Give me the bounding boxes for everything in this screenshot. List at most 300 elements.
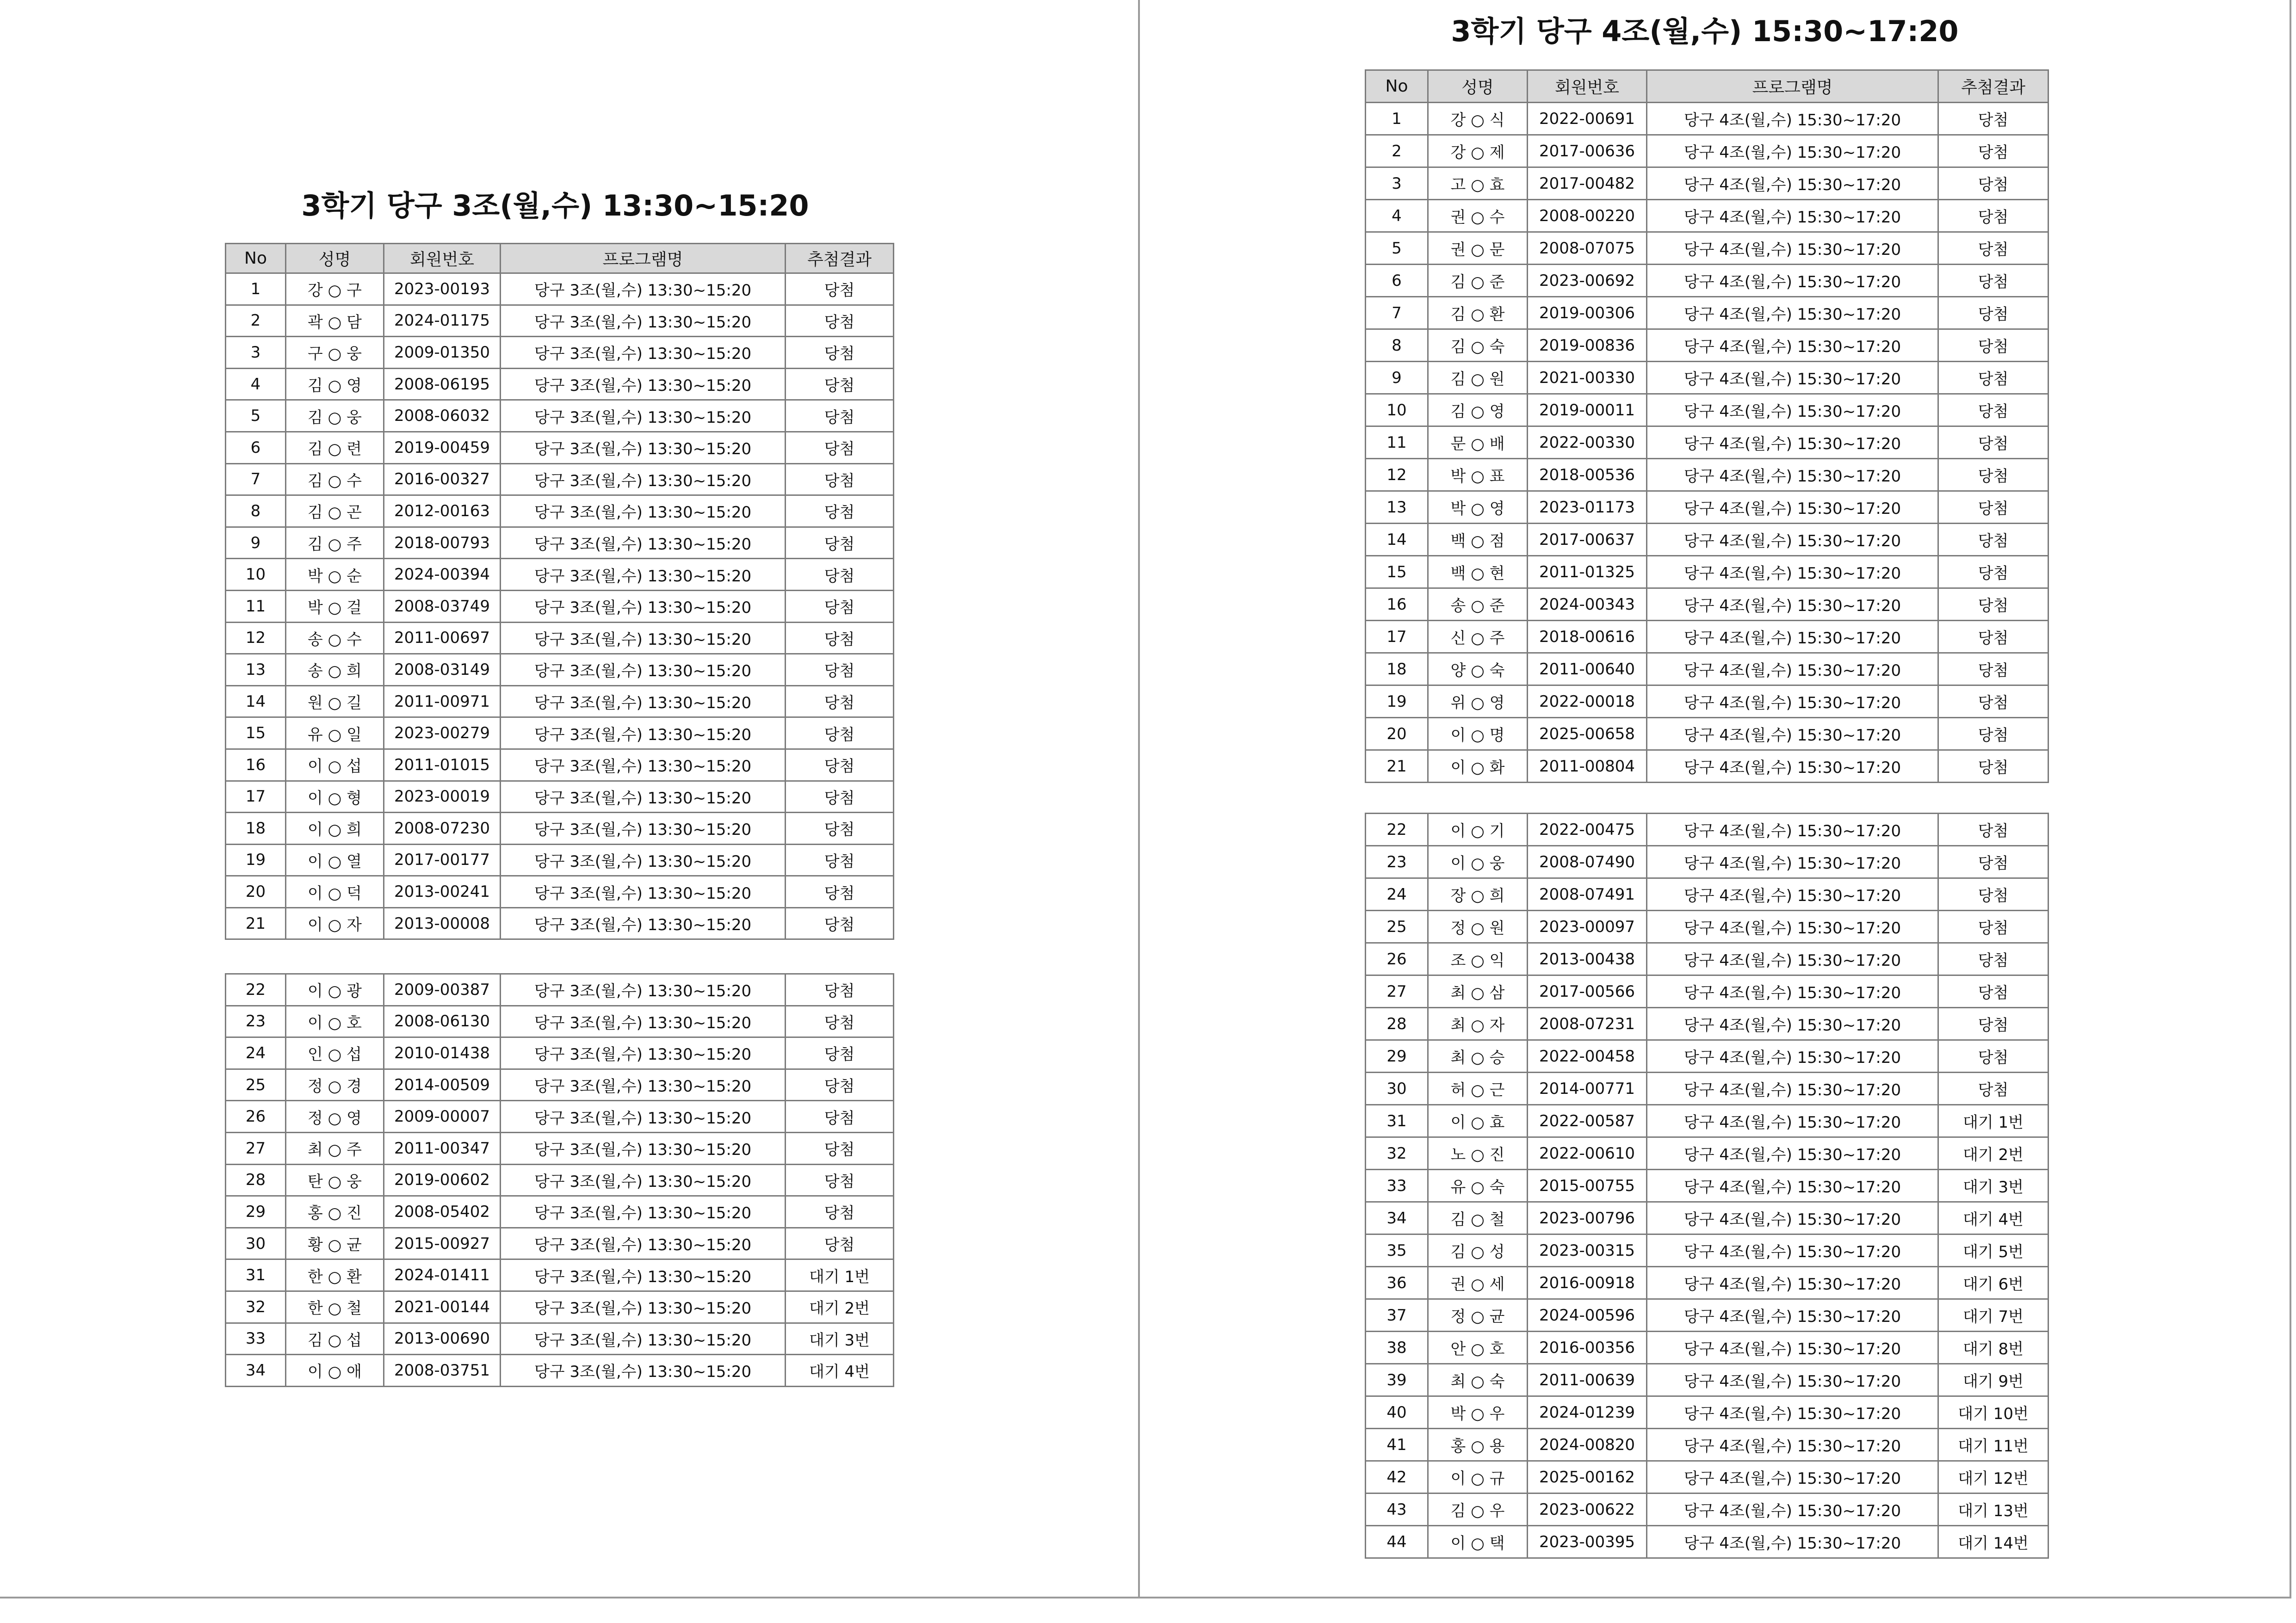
member-id: 2008-03149 bbox=[384, 654, 501, 686]
member-name: 김 ○ 우 bbox=[1428, 1493, 1528, 1526]
row-number: 16 bbox=[226, 749, 286, 781]
row-number: 28 bbox=[226, 1164, 286, 1196]
row-number: 36 bbox=[1366, 1267, 1428, 1299]
table-row bbox=[1366, 135, 2048, 167]
row-number: 33 bbox=[1366, 1170, 1428, 1202]
row-number: 18 bbox=[1366, 653, 1428, 685]
draw-result: 당첨 bbox=[1938, 297, 2048, 329]
table-row bbox=[226, 813, 894, 845]
program-name: 당구 3조(월,수) 13:30~15:20 bbox=[501, 813, 786, 845]
table-row bbox=[226, 495, 894, 527]
row-number: 19 bbox=[226, 844, 286, 876]
table-row bbox=[1366, 362, 2048, 394]
draw-result: 당첨 bbox=[786, 1101, 894, 1133]
draw-result: 대기 3번 bbox=[1938, 1170, 2048, 1202]
draw-result: 당첨 bbox=[1938, 167, 2048, 200]
table-row bbox=[226, 463, 894, 495]
table-row bbox=[226, 717, 894, 749]
row-number: 9 bbox=[226, 527, 286, 559]
program-name: 당구 4조(월,수) 15:30~17:20 bbox=[1647, 1332, 1938, 1364]
row-number: 3 bbox=[226, 337, 286, 369]
program-name: 당구 4조(월,수) 15:30~17:20 bbox=[1647, 1493, 1938, 1526]
row-number: 7 bbox=[1366, 297, 1428, 329]
row-number: 31 bbox=[226, 1259, 286, 1291]
draw-result: 대기 13번 bbox=[1938, 1493, 2048, 1526]
program-name: 당구 4조(월,수) 15:30~17:20 bbox=[1647, 426, 1938, 459]
program-name: 당구 3조(월,수) 13:30~15:20 bbox=[501, 749, 786, 781]
row-number: 39 bbox=[1366, 1364, 1428, 1396]
program-name: 당구 4조(월,수) 15:30~17:20 bbox=[1647, 103, 1938, 135]
draw-result: 당첨 bbox=[786, 559, 894, 591]
program-name: 당구 4조(월,수) 15:30~17:20 bbox=[1647, 524, 1938, 556]
member-name: 김 ○ 영 bbox=[1428, 394, 1528, 426]
draw-result: 대기 2번 bbox=[786, 1291, 894, 1323]
table-row bbox=[1366, 1267, 2048, 1299]
row-number: 34 bbox=[1366, 1202, 1428, 1234]
draw-result: 당첨 bbox=[1938, 556, 2048, 588]
draw-result: 대기 3번 bbox=[786, 1323, 894, 1355]
member-id: 2024-01175 bbox=[384, 305, 501, 337]
header-name: 성명 bbox=[286, 244, 384, 273]
draw-result: 대기 1번 bbox=[786, 1259, 894, 1291]
member-id: 2008-05402 bbox=[384, 1196, 501, 1228]
draw-result: 대기 5번 bbox=[1938, 1234, 2048, 1267]
member-name: 송 ○ 희 bbox=[286, 654, 384, 686]
table-row bbox=[226, 1069, 894, 1101]
draw-result: 대기 10번 bbox=[1938, 1396, 2048, 1429]
member-id: 2009-00007 bbox=[384, 1101, 501, 1133]
table-row bbox=[226, 907, 894, 939]
member-name: 강 ○ 구 bbox=[286, 273, 384, 305]
member-id: 2018-00793 bbox=[384, 527, 501, 559]
member-id: 2011-00347 bbox=[384, 1132, 501, 1164]
page-divider bbox=[1138, 0, 1140, 1598]
member-name: 문 ○ 배 bbox=[1428, 426, 1528, 459]
program-name: 당구 4조(월,수) 15:30~17:20 bbox=[1647, 846, 1938, 878]
draw-result: 당첨 bbox=[1938, 718, 2048, 750]
program-name: 당구 3조(월,수) 13:30~15:20 bbox=[501, 1228, 786, 1259]
row-number: 13 bbox=[226, 654, 286, 686]
member-id: 2011-00804 bbox=[1528, 750, 1647, 783]
member-name: 권 ○ 수 bbox=[1428, 200, 1528, 232]
member-name: 김 ○ 련 bbox=[286, 432, 384, 463]
member-name: 이 ○ 섭 bbox=[286, 749, 384, 781]
table-row bbox=[1366, 394, 2048, 426]
member-id: 2009-00387 bbox=[384, 974, 501, 1006]
draw-result: 당첨 bbox=[1938, 685, 2048, 718]
member-id: 2011-00639 bbox=[1528, 1364, 1647, 1396]
member-name: 김 ○ 철 bbox=[1428, 1202, 1528, 1234]
row-number: 21 bbox=[1366, 750, 1428, 783]
member-id: 2023-00193 bbox=[384, 273, 501, 305]
member-id: 2022-00691 bbox=[1528, 103, 1647, 135]
program-name: 당구 3조(월,수) 13:30~15:20 bbox=[501, 368, 786, 400]
member-name: 정 ○ 원 bbox=[1428, 911, 1528, 943]
table-row bbox=[226, 749, 894, 781]
member-id: 2019-00459 bbox=[384, 432, 501, 463]
draw-result: 당첨 bbox=[1938, 911, 2048, 943]
member-name: 이 ○ 화 bbox=[1428, 750, 1528, 783]
table-row bbox=[1366, 1364, 2048, 1396]
program-name: 당구 4조(월,수) 15:30~17:20 bbox=[1647, 1170, 1938, 1202]
member-id: 2011-00697 bbox=[384, 622, 501, 654]
program-name: 당구 4조(월,수) 15:30~17:20 bbox=[1647, 975, 1938, 1008]
member-id: 2015-00927 bbox=[384, 1228, 501, 1259]
member-id: 2013-00241 bbox=[384, 876, 501, 908]
row-number: 29 bbox=[1366, 1040, 1428, 1073]
table-row bbox=[1366, 718, 2048, 750]
table-row bbox=[1366, 1396, 2048, 1429]
row-number: 30 bbox=[226, 1228, 286, 1259]
member-name: 인 ○ 섭 bbox=[286, 1037, 384, 1069]
program-name: 당구 3조(월,수) 13:30~15:20 bbox=[501, 974, 786, 1006]
program-name: 당구 3조(월,수) 13:30~15:20 bbox=[501, 305, 786, 337]
draw-result: 당첨 bbox=[786, 337, 894, 369]
program-name: 당구 4조(월,수) 15:30~17:20 bbox=[1647, 1008, 1938, 1040]
table-row bbox=[1366, 297, 2048, 329]
table-row bbox=[1366, 1170, 2048, 1202]
row-number: 1 bbox=[226, 273, 286, 305]
member-id: 2008-03749 bbox=[384, 590, 501, 622]
draw-result: 당첨 bbox=[1938, 232, 2048, 265]
row-number: 27 bbox=[1366, 975, 1428, 1008]
program-name: 당구 3조(월,수) 13:30~15:20 bbox=[501, 1037, 786, 1069]
table-row bbox=[1366, 911, 2048, 943]
draw-result: 당첨 bbox=[1938, 426, 2048, 459]
program-name: 당구 4조(월,수) 15:30~17:20 bbox=[1647, 814, 1938, 846]
draw-result: 대기 9번 bbox=[1938, 1364, 2048, 1396]
table-row bbox=[1366, 943, 2048, 975]
member-id: 2025-00658 bbox=[1528, 718, 1647, 750]
member-id: 2023-00279 bbox=[384, 717, 501, 749]
member-name: 유 ○ 일 bbox=[286, 717, 384, 749]
member-name: 이 ○ 자 bbox=[286, 907, 384, 939]
program-name: 당구 3조(월,수) 13:30~15:20 bbox=[501, 876, 786, 908]
program-name: 당구 3조(월,수) 13:30~15:20 bbox=[501, 273, 786, 305]
member-name: 이 ○ 애 bbox=[286, 1355, 384, 1387]
member-name: 김 ○ 환 bbox=[1428, 297, 1528, 329]
table-row bbox=[1366, 1202, 2048, 1234]
member-id: 2014-00509 bbox=[384, 1069, 501, 1101]
table-row bbox=[226, 337, 894, 369]
member-id: 2023-00622 bbox=[1528, 1493, 1647, 1526]
row-number: 1 bbox=[1366, 103, 1428, 135]
program-name: 당구 4조(월,수) 15:30~17:20 bbox=[1647, 491, 1938, 524]
member-id: 2009-01350 bbox=[384, 337, 501, 369]
member-id: 2016-00327 bbox=[384, 463, 501, 495]
draw-result: 당첨 bbox=[1938, 103, 2048, 135]
program-name: 당구 3조(월,수) 13:30~15:20 bbox=[501, 1196, 786, 1228]
table-row bbox=[1366, 750, 2048, 783]
member-name: 고 ○ 효 bbox=[1428, 167, 1528, 200]
header-result: 추첨결과 bbox=[786, 244, 894, 273]
program-name: 당구 3조(월,수) 13:30~15:20 bbox=[501, 1323, 786, 1355]
member-id: 2011-00971 bbox=[384, 685, 501, 717]
member-id: 2013-00008 bbox=[384, 907, 501, 939]
table-row bbox=[226, 654, 894, 686]
member-id: 2011-01015 bbox=[384, 749, 501, 781]
row-number: 2 bbox=[1366, 135, 1428, 167]
program-name: 당구 3조(월,수) 13:30~15:20 bbox=[501, 337, 786, 369]
draw-result: 대기 11번 bbox=[1938, 1429, 2048, 1461]
row-number: 24 bbox=[226, 1037, 286, 1069]
draw-result: 당첨 bbox=[1938, 524, 2048, 556]
program-name: 당구 4조(월,수) 15:30~17:20 bbox=[1647, 1073, 1938, 1105]
row-number: 18 bbox=[226, 813, 286, 845]
table-row bbox=[226, 1132, 894, 1164]
member-name: 안 ○ 호 bbox=[1428, 1332, 1528, 1364]
program-name: 당구 4조(월,수) 15:30~17:20 bbox=[1647, 718, 1938, 750]
member-id: 2023-00395 bbox=[1528, 1526, 1647, 1558]
member-id: 2025-00162 bbox=[1528, 1461, 1647, 1493]
program-name: 당구 4조(월,수) 15:30~17:20 bbox=[1647, 265, 1938, 297]
row-number: 15 bbox=[226, 717, 286, 749]
program-name: 당구 3조(월,수) 13:30~15:20 bbox=[501, 717, 786, 749]
program-name: 당구 4조(월,수) 15:30~17:20 bbox=[1647, 588, 1938, 621]
row-number: 14 bbox=[1366, 524, 1428, 556]
row-number: 22 bbox=[1366, 814, 1428, 846]
member-id: 2008-06032 bbox=[384, 400, 501, 432]
row-number: 12 bbox=[226, 622, 286, 654]
row-number: 31 bbox=[1366, 1105, 1428, 1137]
table-row bbox=[1366, 265, 2048, 297]
program-name: 당구 3조(월,수) 13:30~15:20 bbox=[501, 781, 786, 813]
draw-result: 당첨 bbox=[1938, 1073, 2048, 1105]
header-result: 추첨결과 bbox=[1938, 70, 2048, 103]
member-id: 2016-00918 bbox=[1528, 1267, 1647, 1299]
table-row bbox=[1366, 975, 2048, 1008]
member-name: 원 ○ 길 bbox=[286, 685, 384, 717]
member-name: 허 ○ 근 bbox=[1428, 1073, 1528, 1105]
member-id: 2008-07230 bbox=[384, 813, 501, 845]
program-name: 당구 3조(월,수) 13:30~15:20 bbox=[501, 1006, 786, 1037]
member-name: 위 ○ 영 bbox=[1428, 685, 1528, 718]
member-id: 2023-00692 bbox=[1528, 265, 1647, 297]
table-row bbox=[1366, 232, 2048, 265]
table-row bbox=[226, 368, 894, 400]
member-name: 최 ○ 주 bbox=[286, 1132, 384, 1164]
draw-result: 대기 12번 bbox=[1938, 1461, 2048, 1493]
draw-result: 당첨 bbox=[1938, 1008, 2048, 1040]
table-row bbox=[226, 527, 894, 559]
table-row bbox=[1366, 1332, 2048, 1364]
member-name: 조 ○ 익 bbox=[1428, 943, 1528, 975]
header-name: 성명 bbox=[1428, 70, 1528, 103]
table-row bbox=[1366, 685, 2048, 718]
row-number: 41 bbox=[1366, 1429, 1428, 1461]
member-name: 김 ○ 성 bbox=[1428, 1234, 1528, 1267]
right-table-continued bbox=[1365, 813, 2049, 1559]
program-name: 당구 4조(월,수) 15:30~17:20 bbox=[1647, 329, 1938, 362]
program-name: 당구 3조(월,수) 13:30~15:20 bbox=[501, 654, 786, 686]
draw-result: 대기 4번 bbox=[1938, 1202, 2048, 1234]
row-number: 27 bbox=[226, 1132, 286, 1164]
member-name: 최 ○ 자 bbox=[1428, 1008, 1528, 1040]
draw-result: 당첨 bbox=[1938, 491, 2048, 524]
row-number: 25 bbox=[226, 1069, 286, 1101]
draw-result: 당첨 bbox=[786, 781, 894, 813]
draw-result: 당첨 bbox=[786, 432, 894, 463]
header-no: No bbox=[1366, 70, 1428, 103]
row-number: 38 bbox=[1366, 1332, 1428, 1364]
table-row bbox=[1366, 1008, 2048, 1040]
member-name: 황 ○ 균 bbox=[286, 1228, 384, 1259]
row-number: 2 bbox=[226, 305, 286, 337]
draw-result: 당첨 bbox=[786, 495, 894, 527]
member-id: 2021-00144 bbox=[384, 1291, 501, 1323]
program-name: 당구 3조(월,수) 13:30~15:20 bbox=[501, 527, 786, 559]
row-number: 9 bbox=[1366, 362, 1428, 394]
table-row bbox=[1366, 491, 2048, 524]
program-name: 당구 4조(월,수) 15:30~17:20 bbox=[1647, 1396, 1938, 1429]
member-name: 이 ○ 택 bbox=[1428, 1526, 1528, 1558]
program-name: 당구 3조(월,수) 13:30~15:20 bbox=[501, 1259, 786, 1291]
draw-result: 당첨 bbox=[1938, 943, 2048, 975]
program-name: 당구 3조(월,수) 13:30~15:20 bbox=[501, 432, 786, 463]
member-id: 2023-00796 bbox=[1528, 1202, 1647, 1234]
row-number: 23 bbox=[1366, 846, 1428, 878]
member-name: 백 ○ 현 bbox=[1428, 556, 1528, 588]
table-row bbox=[1366, 1040, 2048, 1073]
draw-result: 당첨 bbox=[1938, 846, 2048, 878]
member-id: 2022-00458 bbox=[1528, 1040, 1647, 1073]
table-row bbox=[1366, 653, 2048, 685]
program-name: 당구 3조(월,수) 13:30~15:20 bbox=[501, 844, 786, 876]
member-id: 2023-00097 bbox=[1528, 911, 1647, 943]
member-id: 2008-07490 bbox=[1528, 846, 1647, 878]
row-number: 28 bbox=[1366, 1008, 1428, 1040]
member-name: 박 ○ 걸 bbox=[286, 590, 384, 622]
table-row bbox=[1366, 1526, 2048, 1558]
program-name: 당구 4조(월,수) 15:30~17:20 bbox=[1647, 653, 1938, 685]
table-row bbox=[1366, 1461, 2048, 1493]
right-title: 3학기 당구 4조(월,수) 15:30~17:20 bbox=[1451, 14, 1959, 48]
table-row bbox=[1366, 1105, 2048, 1137]
table-row bbox=[1366, 1299, 2048, 1332]
member-name: 백 ○ 점 bbox=[1428, 524, 1528, 556]
program-name: 당구 3조(월,수) 13:30~15:20 bbox=[501, 1291, 786, 1323]
member-name: 노 ○ 진 bbox=[1428, 1137, 1528, 1170]
row-number: 3 bbox=[1366, 167, 1428, 200]
table-row bbox=[1366, 878, 2048, 911]
member-id: 2024-00820 bbox=[1528, 1429, 1647, 1461]
member-id: 2023-00315 bbox=[1528, 1234, 1647, 1267]
draw-result: 당첨 bbox=[1938, 878, 2048, 911]
member-name: 구 ○ 웅 bbox=[286, 337, 384, 369]
draw-result: 당첨 bbox=[786, 273, 894, 305]
member-name: 김 ○ 섭 bbox=[286, 1323, 384, 1355]
member-name: 한 ○ 환 bbox=[286, 1259, 384, 1291]
member-name: 최 ○ 승 bbox=[1428, 1040, 1528, 1073]
member-name: 김 ○ 숙 bbox=[1428, 329, 1528, 362]
member-name: 이 ○ 웅 bbox=[1428, 846, 1528, 878]
table-row bbox=[226, 432, 894, 463]
member-id: 2017-00637 bbox=[1528, 524, 1647, 556]
member-name: 홍 ○ 진 bbox=[286, 1196, 384, 1228]
draw-result: 당첨 bbox=[786, 1228, 894, 1259]
table-row bbox=[226, 844, 894, 876]
header-program: 프로그램명 bbox=[1647, 70, 1938, 103]
draw-result: 당첨 bbox=[786, 907, 894, 939]
row-number: 20 bbox=[1366, 718, 1428, 750]
member-name: 신 ○ 주 bbox=[1428, 621, 1528, 653]
member-name: 김 ○ 영 bbox=[286, 368, 384, 400]
table-row bbox=[1366, 524, 2048, 556]
draw-result: 당첨 bbox=[786, 654, 894, 686]
member-id: 2023-00019 bbox=[384, 781, 501, 813]
left-title: 3학기 당구 3조(월,수) 13:30~15:20 bbox=[301, 189, 809, 222]
row-number: 17 bbox=[226, 781, 286, 813]
table-row bbox=[226, 400, 894, 432]
table-row bbox=[1366, 1234, 2048, 1267]
row-number: 42 bbox=[1366, 1461, 1428, 1493]
draw-result: 당첨 bbox=[1938, 135, 2048, 167]
draw-result: 당첨 bbox=[786, 813, 894, 845]
table-row bbox=[226, 1006, 894, 1037]
member-id: 2008-00220 bbox=[1528, 200, 1647, 232]
member-name: 김 ○ 웅 bbox=[286, 400, 384, 432]
program-name: 당구 4조(월,수) 15:30~17:20 bbox=[1647, 200, 1938, 232]
program-name: 당구 4조(월,수) 15:30~17:20 bbox=[1647, 135, 1938, 167]
member-id: 2013-00690 bbox=[384, 1323, 501, 1355]
draw-result: 당첨 bbox=[786, 527, 894, 559]
program-name: 당구 4조(월,수) 15:30~17:20 bbox=[1647, 1526, 1938, 1558]
member-id: 2017-00636 bbox=[1528, 135, 1647, 167]
program-name: 당구 3조(월,수) 13:30~15:20 bbox=[501, 559, 786, 591]
draw-result: 대기 1번 bbox=[1938, 1105, 2048, 1137]
program-name: 당구 4조(월,수) 15:30~17:20 bbox=[1647, 1105, 1938, 1137]
draw-result: 당첨 bbox=[1938, 394, 2048, 426]
program-name: 당구 4조(월,수) 15:30~17:20 bbox=[1647, 1461, 1938, 1493]
member-name: 탄 ○ 웅 bbox=[286, 1164, 384, 1196]
table-row bbox=[226, 1037, 894, 1069]
member-name: 이 ○ 열 bbox=[286, 844, 384, 876]
program-name: 당구 4조(월,수) 15:30~17:20 bbox=[1647, 362, 1938, 394]
row-number: 6 bbox=[1366, 265, 1428, 297]
member-id: 2022-00610 bbox=[1528, 1137, 1647, 1170]
row-number: 4 bbox=[1366, 200, 1428, 232]
member-name: 정 ○ 균 bbox=[1428, 1299, 1528, 1332]
draw-result: 당첨 bbox=[786, 400, 894, 432]
table-row bbox=[1366, 1073, 2048, 1105]
program-name: 당구 3조(월,수) 13:30~15:20 bbox=[501, 400, 786, 432]
row-number: 22 bbox=[226, 974, 286, 1006]
program-name: 당구 4조(월,수) 15:30~17:20 bbox=[1647, 1299, 1938, 1332]
row-number: 40 bbox=[1366, 1396, 1428, 1429]
draw-result: 당첨 bbox=[786, 717, 894, 749]
row-number: 11 bbox=[226, 590, 286, 622]
header-member-id: 회원번호 bbox=[1528, 70, 1647, 103]
table-row bbox=[1366, 167, 2048, 200]
member-id: 2019-00602 bbox=[384, 1164, 501, 1196]
member-id: 2017-00566 bbox=[1528, 975, 1647, 1008]
member-id: 2017-00177 bbox=[384, 844, 501, 876]
row-number: 16 bbox=[1366, 588, 1428, 621]
draw-result: 당첨 bbox=[786, 590, 894, 622]
table-row bbox=[226, 876, 894, 908]
member-id: 2011-00640 bbox=[1528, 653, 1647, 685]
table-row bbox=[226, 273, 894, 305]
draw-result: 대기 7번 bbox=[1938, 1299, 2048, 1332]
draw-result: 당첨 bbox=[786, 685, 894, 717]
member-id: 2008-07491 bbox=[1528, 878, 1647, 911]
member-name: 한 ○ 철 bbox=[286, 1291, 384, 1323]
draw-result: 당첨 bbox=[786, 1037, 894, 1069]
draw-result: 당첨 bbox=[786, 463, 894, 495]
member-id: 2022-00330 bbox=[1528, 426, 1647, 459]
member-id: 2022-00018 bbox=[1528, 685, 1647, 718]
draw-result: 당첨 bbox=[786, 1132, 894, 1164]
